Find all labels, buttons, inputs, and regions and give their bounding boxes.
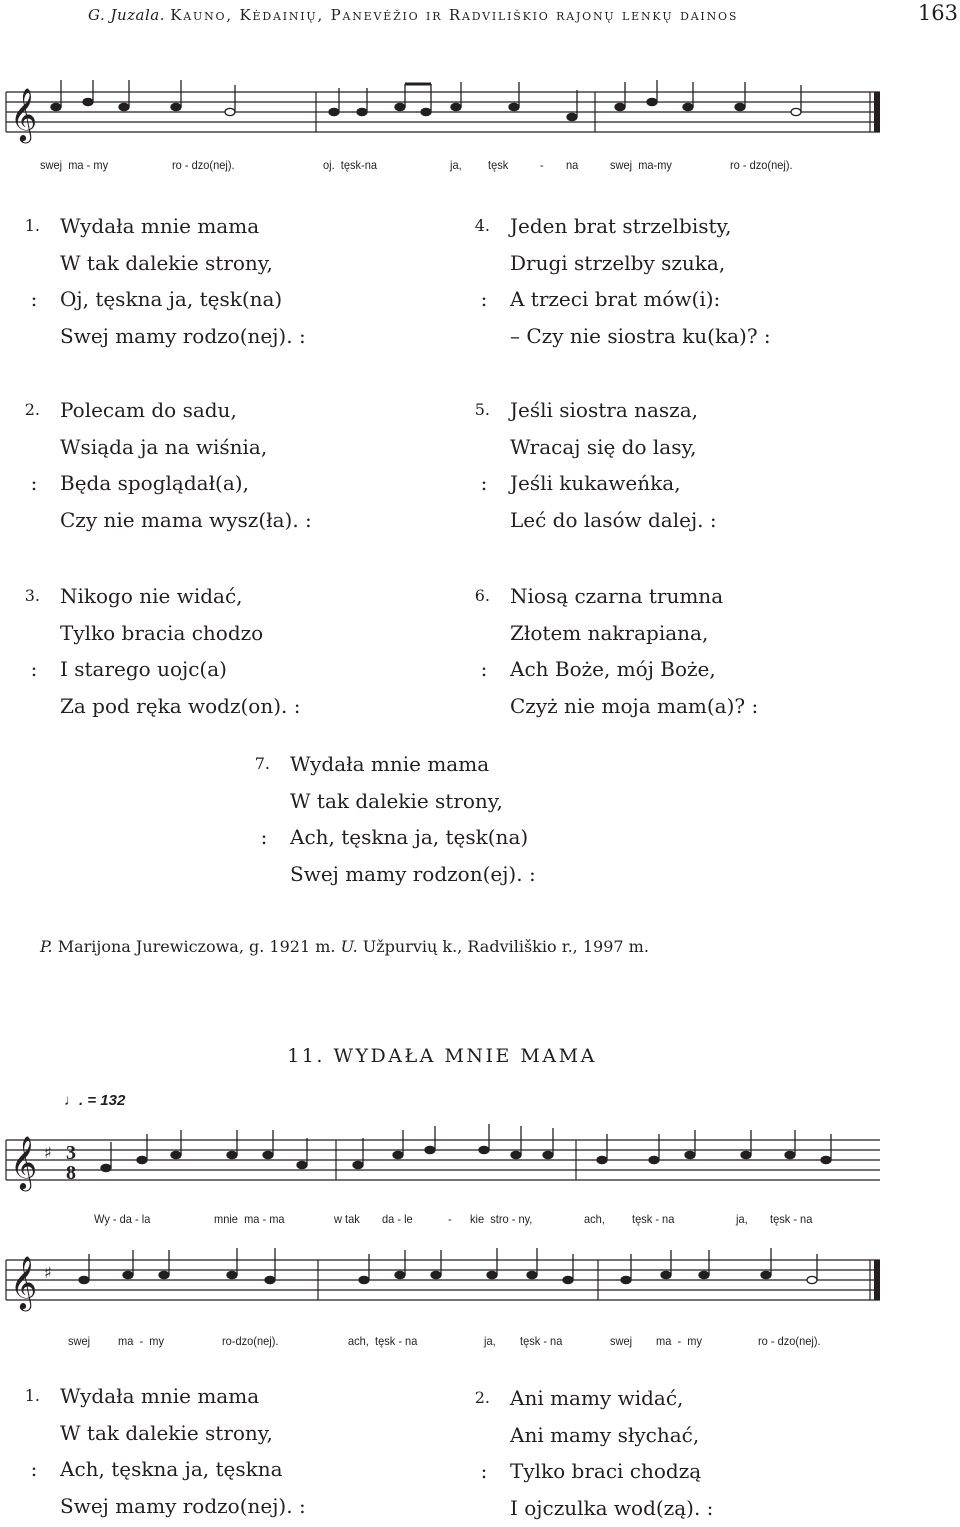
stanza-line: Wydała mnie mama [60, 214, 260, 238]
stanza-number: 6. [474, 586, 490, 605]
stanza-line: Czy nie mama wysz(ła). : [60, 507, 312, 532]
performer-name: Marijona Jurewiczowa, g. 1921 m. [57, 937, 336, 956]
lyric-row-1: w tak [334, 1212, 360, 1226]
lyric-row-1: tęsk - na [770, 1212, 813, 1226]
music-staff-1 [0, 1120, 960, 1226]
stanza-line: Wsiąda ja na wiśnia, [60, 434, 268, 459]
lyric-row-2: ro - dzo(nej). [758, 1334, 821, 1348]
lyric-row-1: ja, [736, 1212, 748, 1226]
lyric-row-2: ma - my [118, 1334, 164, 1348]
stanza-line: Wracaj się do lasy, [510, 434, 697, 459]
lyric-row-1: tęsk - na [632, 1212, 675, 1226]
stanza-number: 2. [24, 400, 40, 419]
song-title: 11. WYDAŁA MNIE MAMA [287, 1045, 597, 1067]
repeat-mark: : [480, 657, 488, 681]
svg-text:𝄞: 𝄞 [10, 1255, 38, 1309]
music-staff-top [0, 80, 960, 172]
lyric-top: swej ma-my [610, 158, 672, 172]
repeat-mark: : [260, 825, 268, 849]
lyric-top: ro - dzo(nej). [730, 158, 793, 172]
stanza-line: Tylko bracia chodzo [60, 620, 264, 645]
lyric-top: tęsk [488, 158, 509, 172]
stanza-line: Niosą czarna trumna [510, 584, 724, 608]
lyric-row-2: ma - my [656, 1334, 702, 1348]
recorded-label: U. [340, 937, 358, 956]
stanza-line: A trzeci brat mów(i): [510, 287, 721, 311]
stanza-line: Leć do lasów dalej. : [510, 507, 717, 532]
stanza-line: Nikogo nie widać, [60, 584, 243, 608]
staff-top-notation [0, 80, 960, 160]
music-staff-2 [0, 1240, 960, 1348]
stanza-line: – Czy nie siostra ku(ka)? : [510, 323, 771, 348]
stanza-number: 7. [254, 754, 270, 773]
time-signature-top: 3 [66, 1142, 76, 1164]
stanza-line: Drugi strzelby szuka, [510, 250, 726, 275]
lyric-row-2: ach, tęsk - na [348, 1334, 418, 1348]
repeat-mark: : [30, 657, 38, 681]
stanza-line: Czyż nie moja mam(a)? : [510, 693, 759, 718]
stanza-line: W tak dalekie strony, [290, 788, 503, 813]
lyric-row-2: ro-dzo(nej). [222, 1334, 279, 1348]
stanza-line: Swej mamy rodzo(nej). : [60, 1493, 306, 1518]
dotted-quarter-note-icon: ♩. [64, 1092, 84, 1109]
staff-1-notation [0, 1120, 960, 1200]
lyric-row-2: swej [68, 1334, 91, 1348]
header-author: G. Juzala. [88, 6, 166, 24]
lyric-top: swej ma - my [40, 158, 109, 172]
stanza-line: Tylko braci chodzą [510, 1459, 702, 1483]
lyric-row-2: ja, [484, 1334, 496, 1348]
lyric-row-2: swej [610, 1334, 633, 1348]
stanza-number: 1. [24, 216, 40, 235]
stanza-line: Ani mamy widać, [510, 1386, 684, 1410]
stanza-line: Wydała mnie mama [290, 752, 490, 776]
stanza-line: Jeden brat strzelbisty, [510, 214, 732, 238]
performer-label: P. [40, 937, 53, 956]
stanza-number: 1. [24, 1386, 40, 1405]
time-signature-bottom: 8 [66, 1162, 76, 1184]
lyric-row-1: kie stro - ny, [470, 1212, 533, 1226]
stanza-line: Jeśli siostra nasza, [510, 398, 698, 422]
lyric-row-1: da - le [382, 1212, 413, 1226]
repeat-mark: : [480, 471, 488, 495]
lyric-top: na [566, 158, 579, 172]
stanza-number: 5. [474, 400, 490, 419]
lyric-top: oj. tęsk-na [323, 158, 378, 172]
tempo-marking [64, 1092, 125, 1109]
svg-text:♯: ♯ [44, 1143, 52, 1162]
stanza-line: Jeśli kukaweńka, [510, 471, 681, 495]
stanza-line: Złotem nakrapiana, [510, 620, 709, 645]
lyric-row-1: Wy - da - la [94, 1212, 151, 1226]
stanza-line: W tak dalekie strony, [60, 250, 273, 275]
svg-text:♯: ♯ [44, 1263, 52, 1282]
lyric-top: - [540, 158, 544, 172]
stanza-line: Wydała mnie mama [60, 1384, 260, 1408]
stanza-line: I ojczulka wod(zą). : [510, 1495, 714, 1520]
svg-text:𝄞: 𝄞 [10, 87, 38, 141]
repeat-mark: : [30, 471, 38, 495]
stanza-line: Swej mamy rodzo(nej). : [60, 323, 306, 348]
lyric-row-2: tęsk - na [520, 1334, 563, 1348]
svg-text:𝄞: 𝄞 [10, 1135, 38, 1189]
lyric-top: ja, [450, 158, 462, 172]
staff-2-notation [0, 1240, 960, 1320]
stanza-number: 2. [474, 1388, 490, 1407]
running-header [88, 1, 960, 32]
recording-place: Užpurvių k., Radviliškio r., 1997 m. [362, 937, 649, 956]
stanza-number: 4. [474, 216, 490, 235]
header-title: Kauno, Kėdainių, Panevėžio ir Radviliškio rajonų lenkų dainos [170, 6, 739, 24]
stanza-number: 3. [24, 586, 40, 605]
page-number: 163 [917, 1, 958, 25]
stanza-line: Polecam do sadu, [60, 398, 237, 422]
repeat-mark: : [480, 287, 488, 311]
repeat-mark: : [480, 1459, 488, 1483]
stanza-line: Za pod ręka wodz(on). : [60, 693, 301, 718]
stanza-line: Będa spoglądał(a), [60, 471, 249, 495]
stanza-line: Swej mamy rodzon(ej). : [290, 861, 536, 886]
lyric-row-1: - [448, 1212, 452, 1226]
stanza-line: I starego uojc(a) [60, 657, 227, 681]
informant-note [40, 937, 649, 956]
lyric-top: ro - dzo(nej). [172, 158, 235, 172]
repeat-mark: : [30, 1457, 38, 1481]
stanza-line: Ach Boże, mój Boże, [510, 657, 716, 681]
stanza-line: Ach, tęskna ja, tęsk(na) [290, 825, 529, 849]
stanza-line: Oj, tęskna ja, tęsk(na) [60, 287, 283, 311]
tempo-value: = 132 [87, 1092, 126, 1109]
stanza-line: Ani mamy słychać, [510, 1422, 700, 1447]
lyric-row-1: ach, [584, 1212, 605, 1226]
stanza-line: W tak dalekie strony, [60, 1420, 273, 1445]
stanza-line: Ach, tęskna ja, tęskna [60, 1457, 283, 1481]
repeat-mark: : [30, 287, 38, 311]
lyric-row-1: mnie ma - ma [214, 1212, 285, 1226]
